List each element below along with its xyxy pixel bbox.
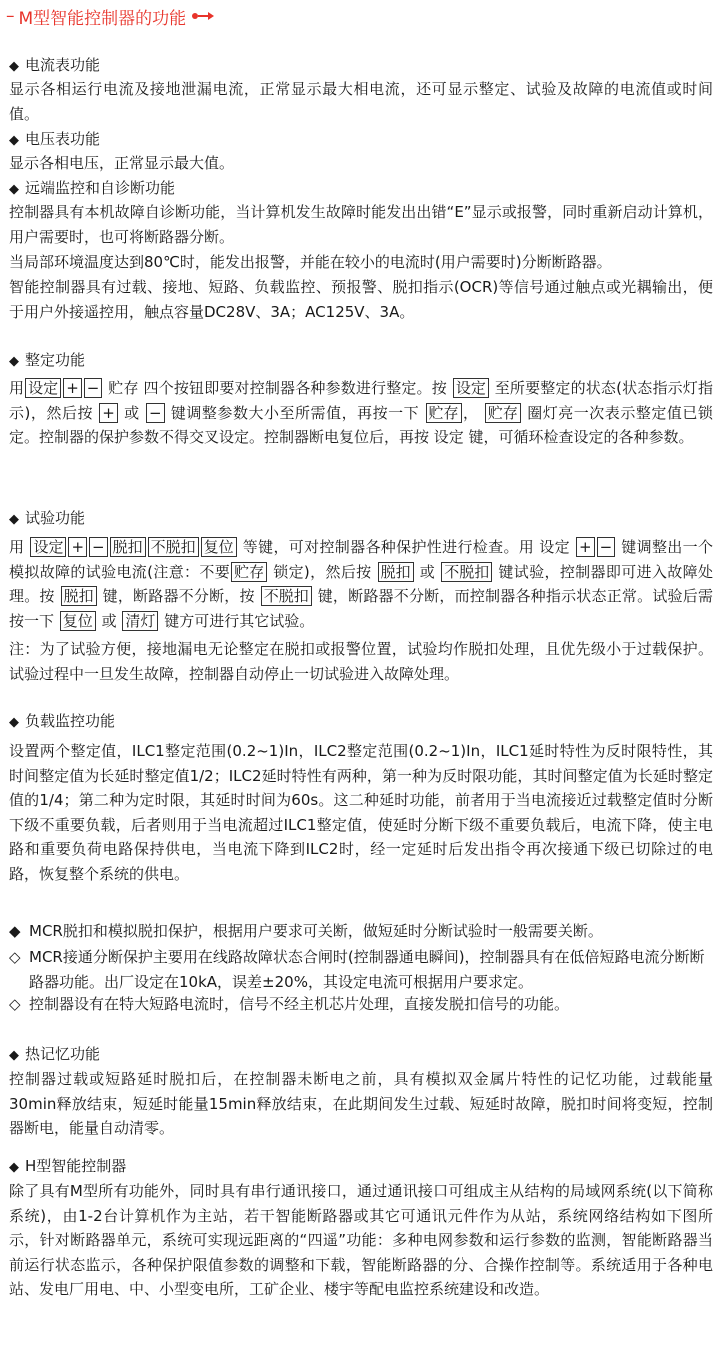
key-set: 设定 (453, 378, 489, 398)
section-heading-ammeter: ◆ 电流表功能 (9, 54, 100, 78)
key-trip: 脱扣 (110, 537, 146, 557)
page-title-text: M型智能控制器的功能 (18, 8, 187, 29)
section-heading-test: ◆ 试验功能 (9, 507, 85, 531)
key-clear-light: 清灯 (122, 611, 158, 631)
setting-text: 用 设定 + − 贮存 四个按钮即要对控制器各种参数进行整定。按 设定 至所要整定的状态(状态指示灯指示)，然后按 + 或 − 键调整参数大小至所需值，再按一下 贮存 ， 贮存 圈灯亮一次表示整定值已锁定。控制器的保护参数不得交叉设定。控制器断电复位后，再按 设定 键，可循环检查设定的各种参数。 (9, 379, 713, 447)
diamond-bullet-icon: ◆ (9, 715, 19, 730)
section-heading-load-monitoring: ◆ 负载监控功能 (9, 710, 115, 734)
test-text: 用 设定 + − 脱扣 不脱扣 复位 等键，可对控制器各种保护性进行检查。用 设定 + − 键调整出一个模拟故障的试验电流(注意：不要 贮存 锁定)，然后按 脱扣 或 不脱扣 键试验，控制器即可进入故障处理。按 脱扣 键，断路器不分断，按 不脱扣 键，断路器不分断，而控制器各种指示状态正常。试验后需按一下 复位 或 清灯 键方可进行其它试验。 (9, 538, 713, 630)
remote-monitoring-text-1: 控制器具有本机故障自诊断功能，当计算机发生故障时能发出出错“E”显示或报警，同时重新启动计算机，用户需要时，也可将断路器分断。 (9, 203, 713, 246)
remote-monitoring-text-2: 当局部环境温度达到80℃时，能发出报警，并能在较小的电流时(用户需要时)分断断路器。 (9, 253, 612, 271)
thermal-memory-text: 控制器过载或短路延时脱扣后，在控制器未断电之前，具有模拟双金属片特性的记忆功能，过载能量30min释放结束，短延时能量15min释放结束，在此期间发生过载、短延时故障，脱扣时间将变短，控制器断电，能量自动清零。 (9, 1070, 713, 1138)
hollow-diamond-bullet-icon: ◇ (9, 995, 21, 1013)
key-minus: − (597, 537, 616, 557)
section-heading-setting: ◆ 整定功能 (9, 349, 85, 373)
key-reset: 复位 (60, 611, 96, 631)
title-arrow-icon (198, 15, 208, 17)
key-store: 贮存 (231, 562, 267, 582)
section-heading-thermal-memory: ◆ 热记忆功能 (9, 1043, 100, 1067)
key-set: 设定 (30, 537, 66, 557)
key-minus: − (146, 403, 165, 423)
test-note: 注：为了试验方便，接地漏电无论整定在脱扣或报警位置，试验均作脱扣处理，且优先级小于过载保护。试验过程中一旦发生故障，控制器自动停止一切试验进入故障处理。 (9, 640, 713, 683)
key-no-trip: 不脱扣 (441, 562, 492, 582)
key-minus: − (89, 537, 108, 557)
key-set: 设定 (25, 378, 61, 398)
ammeter-text: 显示各相运行电流及接地泄漏电流，正常显示最大相电流，还可显示整定、试验及故障的电流值或时间值。 (9, 80, 713, 123)
section-heading-h-type: ◆ H型智能控制器 (9, 1155, 126, 1179)
diamond-bullet-icon: ◆ (9, 133, 19, 148)
mcr-bullet-1: ◆ MCR脱扣和模拟脱扣保护，根据用户要求可关断，做短延时分断试验时一般需要关断。 (9, 919, 713, 944)
mcr-bullet-2: ◇ MCR接通分断保护主要用在线路故障状态合闸时(控制器通电瞬间)，控制器具有在低倍短路电流分断断路器功能。出厂设定在10kA，误差±20%，其设定电流可根据用户要求定。 (9, 945, 713, 994)
key-store: 贮存 (426, 403, 462, 423)
remote-monitoring-text-3: 智能控制器具有过载、接地、短路、负载监控、预报警、脱扣指示(OCR)等信号通过触点或光耦输出，便于用户外接遥控用，触点容量DC28V、3A；AC125V、3A。 (9, 278, 713, 321)
key-minus: − (84, 378, 103, 398)
key-plus: + (576, 537, 595, 557)
diamond-bullet-icon: ◆ (9, 922, 21, 940)
section-heading-voltmeter: ◆ 电压表功能 (9, 128, 100, 152)
diamond-bullet-icon: ◆ (9, 182, 19, 197)
diamond-bullet-icon: ◆ (9, 354, 19, 369)
diamond-bullet-icon: ◆ (9, 1160, 19, 1175)
key-plus: + (68, 537, 87, 557)
diamond-bullet-icon: ◆ (9, 512, 19, 527)
key-no-trip: 不脱扣 (261, 586, 312, 606)
section-heading-remote-monitoring: ◆ 远端监控和自诊断功能 (9, 177, 175, 201)
load-monitoring-text: 设置两个整定值，ILC1整定范围(0.2~1)In，ILC2整定范围(0.2~1)In，ILC1延时特性为反时限特性，其时间整定值为长延时整定值1/2；ILC2延时特性有两种，第一种为反时限功能，其时间整定值为长延时整定值的1/4；第二种为定时限，其延时时间为60s。这二种延时功能，前者用于当电流接近过载整定值时分断下级不重要负载，后者则用于当电流超过ILC1整定值，使延时分断下级不重要负载后，电流下降，使主电路和重要负荷电路保持供电，当电流下降到ILC2时，经一定延时后发出指令再次接通下级已切除过的电路，恢复整个系统的供电。 (9, 742, 713, 883)
key-reset: 复位 (201, 537, 237, 557)
key-plus: + (99, 403, 118, 423)
key-trip: 脱扣 (378, 562, 414, 582)
page-title: – M型智能控制器的功能 (6, 4, 214, 28)
voltmeter-text: 显示各相电压，正常显示最大值。 (9, 154, 235, 172)
mcr-bullet-3: ◇ 控制器设有在特大短路电流时，信号不经主机芯片处理，直接发脱扣信号的功能。 (9, 992, 713, 1017)
key-plus: + (63, 378, 82, 398)
key-no-trip: 不脱扣 (148, 537, 199, 557)
hollow-diamond-bullet-icon: ◇ (9, 948, 21, 966)
key-store: 贮存 (485, 403, 521, 423)
diamond-bullet-icon: ◆ (9, 59, 19, 74)
key-trip: 脱扣 (61, 586, 97, 606)
diamond-bullet-icon: ◆ (9, 1048, 19, 1063)
h-type-text: 除了具有M型所有功能外，同时具有串行通讯接口，通过通讯接口可组成主从结构的局域网系统(以下简称系统)，由1-2台计算机作为主站，若干智能断路器或其它可通讯元件作为从站，系统网络结构如下图所示，针对断路器单元，系统可实现远距离的“四遥”功能：多种电网参数和运行参数的监测，智能断路器当前运行状态监示，各种保护限值参数的调整和下载，智能断路器的分、合操作控制等。系统适用于各种电站、发电厂用电、中、小型变电所，工矿企业、楼宇等配电监控系统建设和改造。 (9, 1182, 713, 1299)
